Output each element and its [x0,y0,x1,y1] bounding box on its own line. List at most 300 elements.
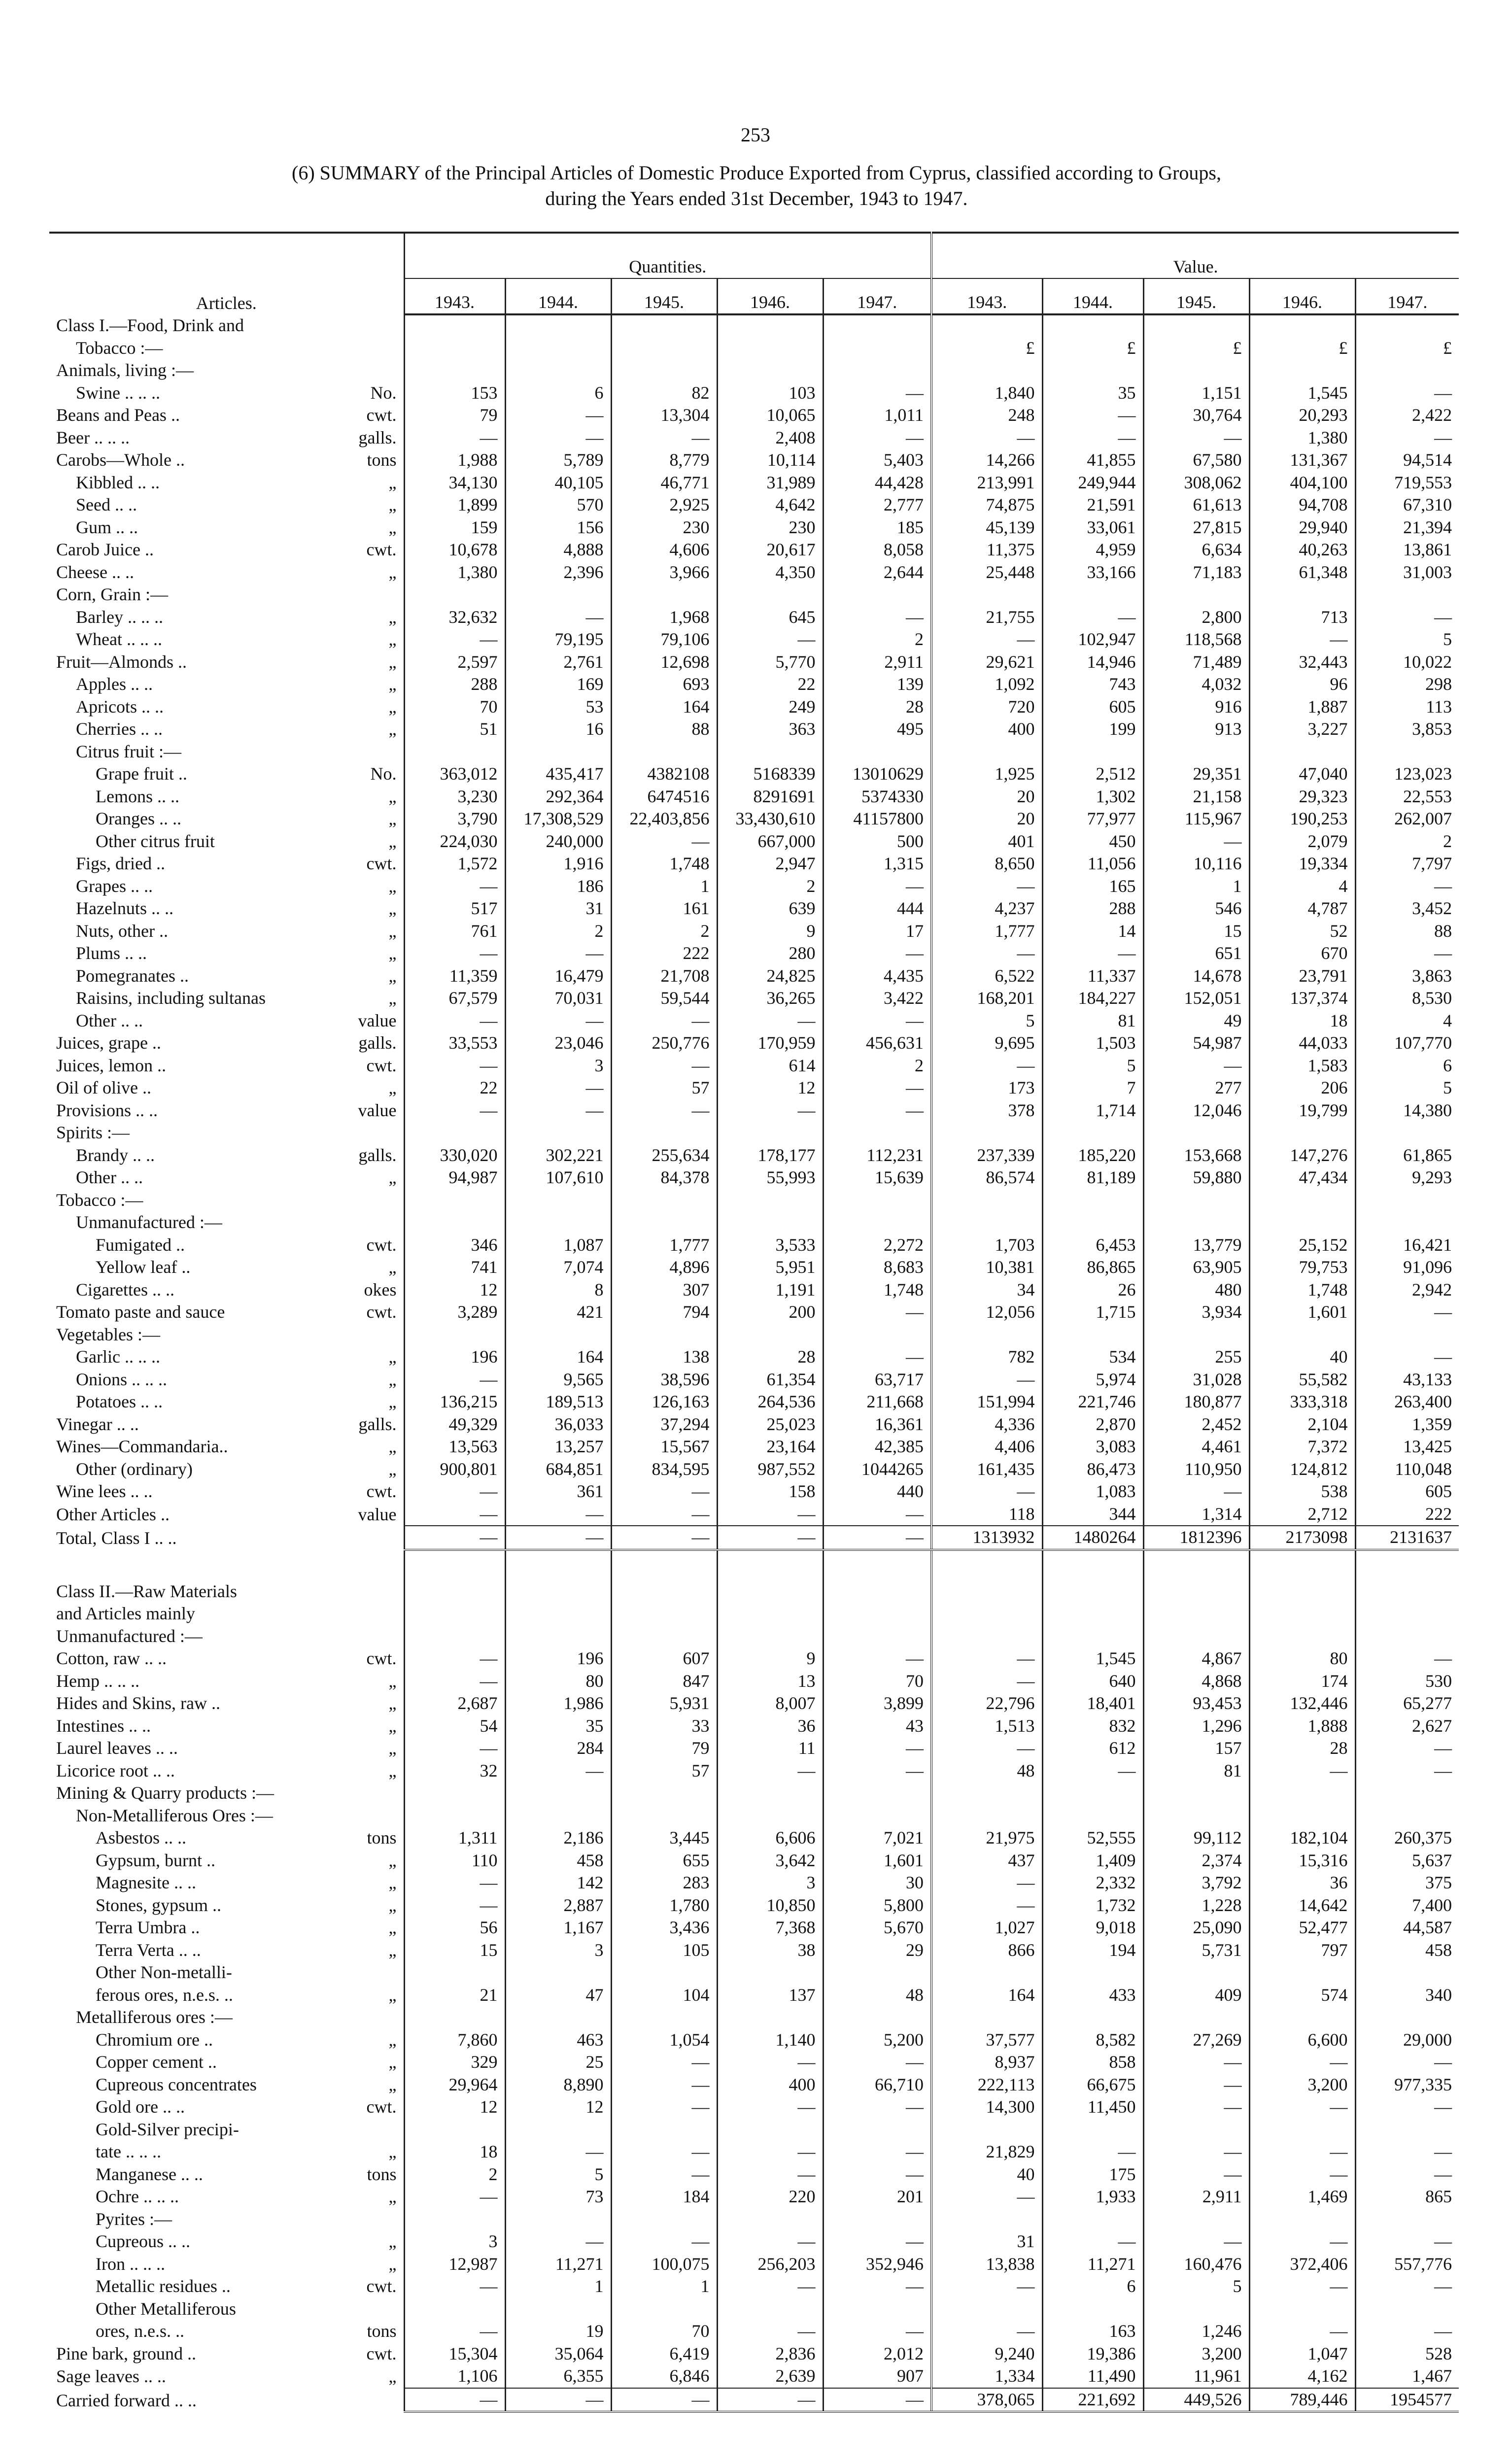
unit-label: „ [388,2074,397,2094]
value-cell: 3,083 [1042,1436,1143,1458]
unit-label: „ [388,719,397,739]
value-cell: 1,296 [1143,1715,1249,1738]
quantity-cell: 1,315 [823,853,931,875]
quantity-cell: 38 [717,1939,823,1962]
quantity-cell: 1044265 [823,1458,931,1481]
quantity-cell: 36,265 [717,987,823,1010]
value-cell: 375 [1355,1872,1459,1894]
quantity-cell: 1,748 [823,1279,931,1301]
value-cell: 277 [1143,1077,1249,1099]
value-cell: 7,797 [1355,853,1459,875]
quantity-cell: 5,800 [823,1894,931,1917]
quantity-cell [611,1961,717,1984]
value-cell: — [931,1670,1042,1693]
unit-label: cwt. [366,854,397,873]
value-cell [1355,1782,1459,1805]
table-row [49,1234,1459,1257]
value-cell: 15 [1143,920,1249,943]
quantity-cell [505,359,611,382]
article-cell [49,2298,404,2321]
value-cell: 18,401 [1042,1692,1143,1715]
quantity-cell: — [717,1503,823,1526]
quantity-cell: — [611,1503,717,1526]
value-cell: 1,083 [1042,1480,1143,1503]
value-cell [931,359,1042,382]
value-cell: 913 [1143,718,1249,741]
quantity-cell [611,583,717,606]
unit-label: „ [388,1392,397,1411]
quantity-cell: 2,761 [505,651,611,674]
quantity-cell: 5,403 [823,449,931,472]
quantity-cell: 136,215 [404,1391,505,1413]
quantity-cell: — [823,2141,931,2163]
quantity-cell: 8,058 [823,539,931,561]
value-cell: 528 [1355,2343,1459,2365]
quantity-cell: 2,911 [823,651,931,674]
quantity-cell: 105 [611,1939,717,1962]
table-row [49,965,1459,988]
article-label: Raisins, including sultanas [76,988,266,1008]
value-cell: 221,746 [1042,1391,1143,1413]
value-cell: 44,033 [1249,1032,1355,1055]
quantity-cell: 2,836 [717,2343,823,2365]
table-row [49,2074,1459,2096]
unit-label: „ [388,1437,397,1456]
unit-label: „ [388,472,397,492]
table-row [49,897,1459,920]
quantity-cell: — [404,628,505,651]
class-1-total [49,1526,1459,1580]
value-cell [1249,2208,1355,2231]
table-row [49,561,1459,584]
value-cell: 52,477 [1249,1916,1355,1939]
table-row [49,2051,1459,2074]
quantity-cell: 201 [823,2186,931,2208]
article-cell [49,2006,404,2029]
article-cell [49,1436,404,1458]
value-cell [1355,1625,1459,1648]
value-cell: 199 [1042,718,1143,741]
value-cell: — [1355,606,1459,629]
value-cell: 163 [1042,2320,1143,2343]
value-cell [1355,1122,1459,1144]
article-cell [49,1670,404,1693]
total-quantity: — [404,1526,505,1550]
unit-label: „ [388,2366,397,2386]
article-cell [49,1692,404,1715]
value-cell [1143,1625,1249,1648]
value-cell: 2,422 [1355,404,1459,427]
quantity-cell: 11 [717,1737,823,1760]
quantity-cell [823,1580,931,1603]
quantity-cell: 2 [611,920,717,943]
quantity-cell [404,1603,505,1625]
quantity-cell: 307 [611,1279,717,1301]
quantity-cell: 8,683 [823,1256,931,1279]
quantity-cell: 302,221 [505,1144,611,1167]
value-cell [931,2298,1042,2321]
quantity-cell: 139 [823,673,931,696]
value-cell: — [931,1737,1042,1760]
value-cell: 1,228 [1143,1894,1249,1917]
value-cell: 147,276 [1249,1144,1355,1167]
value-cell: 4,787 [1249,897,1355,920]
value-cell: 184,227 [1042,987,1143,1010]
value-cell [1143,1580,1249,1603]
unit-label: „ [388,1459,397,1479]
quantity-cell: 41157800 [823,808,931,830]
value-cell: 123,023 [1355,763,1459,786]
value-cell: 866 [931,1939,1042,1962]
value-cell: 11,375 [931,539,1042,561]
quantity-cell: — [823,1760,931,1782]
article-label: Figs, dried .. [76,854,166,873]
value-cell: 6 [1355,1055,1459,1077]
quantity-cell: 614 [717,1055,823,1077]
value-cell [931,1324,1042,1346]
article-cell [49,314,404,337]
value-cell [1355,1580,1459,1603]
value-cell: — [1249,2230,1355,2253]
value-cell: 182,104 [1249,1827,1355,1849]
value-cell: 22,796 [931,1692,1042,1715]
quantity-cell: 3 [404,2230,505,2253]
table-row [49,359,1459,382]
article-label: Other .. .. [76,1167,143,1187]
quantity-cell: 4382108 [611,763,717,786]
quantity-cell [823,314,931,337]
table-row [49,1055,1459,1077]
value-cell [1355,2119,1459,2141]
value-cell: 916 [1143,696,1249,719]
value-cell: 115,967 [1143,808,1249,830]
quantity-cell: 79 [611,1737,717,1760]
article-label: Fumigated .. [96,1234,185,1255]
quantity-cell: 196 [404,1346,505,1369]
value-cell [931,1211,1042,1234]
quantity-cell: 107,610 [505,1166,611,1189]
value-cell: 88 [1355,920,1459,943]
value-cell: 20 [931,808,1042,830]
article-cell [49,404,404,427]
table-row [49,314,1459,337]
value-cell: 74,875 [931,494,1042,516]
value-cell: — [1355,1647,1459,1670]
value-cell: 11,961 [1143,2365,1249,2388]
quantity-cell: — [823,1077,931,1099]
value-cell: 719,553 [1355,472,1459,494]
quantity-cell: 31 [505,897,611,920]
value-cell: 23,791 [1249,965,1355,988]
article-label: Brandy .. .. [76,1145,155,1165]
value-cell [1249,359,1355,382]
article-label: Asbestos .. .. [96,1828,187,1848]
quantity-cell: 2,687 [404,1692,505,1715]
quantity-cell: 8,779 [611,449,717,472]
value-cell: 3,934 [1143,1301,1249,1324]
table-row [49,2119,1459,2141]
value-cell: 248 [931,404,1042,427]
quantity-cell: 292,364 [505,786,611,808]
value-cell: 61,613 [1143,494,1249,516]
quantity-cell: 834,595 [611,1458,717,1481]
table-row [49,516,1459,539]
article-label: Onions .. .. .. [76,1369,168,1389]
value-cell: 6,453 [1042,1234,1143,1257]
unit-label: cwt. [366,2343,397,2363]
article-label: Ochre .. .. .. [96,2187,179,2206]
article-label: Grapes .. .. [76,876,153,896]
quantity-cell: 12,698 [611,651,717,674]
value-cell: 2,800 [1143,606,1249,629]
unit-label: „ [388,2231,397,2251]
value-cell: £ [1249,337,1355,360]
value-cell: 401 [931,830,1042,853]
article-label: Gold ore .. .. [96,2097,185,2117]
value-cell: — [931,2186,1042,2208]
table-row [49,539,1459,561]
value-cell: 26 [1042,1279,1143,1301]
article-label: tate .. .. .. [96,2142,161,2161]
quantity-cell: 987,552 [717,1458,823,1481]
title-line-2: during the Years ended 31st December, 1943 to 1947. [545,187,968,209]
article-label: Metallic residues .. [96,2276,231,2296]
value-cell: 161,435 [931,1458,1042,1481]
value-cell: 61,348 [1249,561,1355,584]
table-row [49,763,1459,786]
value-cell: 190,253 [1249,808,1355,830]
article-cell [49,1166,404,1189]
article-cell [49,2230,404,2253]
value-cell: 1,467 [1355,2365,1459,2388]
article-label: Hides and Skins, raw .. [56,1693,220,1713]
value-cell: 44,587 [1355,1916,1459,1939]
article-cell [49,763,404,786]
quantity-cell: 142 [505,1872,611,1894]
value-cell: 9,293 [1355,1166,1459,1189]
value-cell: 41,855 [1042,449,1143,472]
unit-label: galls. [358,1033,397,1053]
value-cell: 858 [1042,2051,1143,2074]
table-row [49,628,1459,651]
quantity-cell: 1,968 [611,606,717,629]
quantity-cell [505,337,611,360]
quantity-cell: 1,167 [505,1916,611,1939]
quantity-cell [823,741,931,763]
article-label: Lemons .. .. [96,786,179,806]
value-cell: 160,476 [1143,2253,1249,2276]
value-cell: 19,799 [1249,1099,1355,1122]
value-cell: 1,925 [931,763,1042,786]
value-cell: 372,406 [1249,2253,1355,2276]
quantity-cell: 13010629 [823,763,931,786]
value-cell: 3,863 [1355,965,1459,988]
quantity-cell: 138 [611,1346,717,1369]
unit-label: tons [367,2321,397,2341]
table-row [49,1324,1459,1346]
value-cell: 340 [1355,1984,1459,2007]
table-row [49,1827,1459,1849]
value-cell: 1,359 [1355,1413,1459,1436]
quantity-cell: 6,606 [717,1827,823,1849]
quantity-cell: — [717,2275,823,2298]
quantity-cell: 1 [611,2275,717,2298]
value-cell: 67,580 [1143,449,1249,472]
quantity-cell: — [404,1480,505,1503]
quantity-cell: 56 [404,1916,505,1939]
article-label: Class II.—Raw Materials [56,1581,237,1601]
quantity-cell: 2,012 [823,2343,931,2365]
quantity-cell: 4,606 [611,539,717,561]
article-cell [49,516,404,539]
quantity-cell: 156 [505,516,611,539]
article-label: Animals, living :— [56,360,194,380]
value-cell: 11,056 [1042,853,1143,875]
quantity-cell: — [717,2230,823,2253]
article-cell [49,606,404,629]
value-cell: 1,380 [1249,427,1355,449]
quantity-cell: 4,350 [717,561,823,584]
quantity-cell [823,2119,931,2141]
carried-quantity: — [823,2388,931,2412]
quantity-cell [505,1580,611,1603]
value-cell: — [1355,1301,1459,1324]
quantity-cell: 79 [404,404,505,427]
article-label: Vinegar .. .. [56,1414,139,1434]
quantity-cell: — [611,2051,717,2074]
value-cell: 13,779 [1143,1234,1249,1257]
value-cell: — [1143,1480,1249,1503]
quantity-cell: 224,030 [404,830,505,853]
value-cell: 8,530 [1355,987,1459,1010]
value-cell [1143,1211,1249,1234]
value-cell: 21,158 [1143,786,1249,808]
value-cell [1249,1625,1355,1648]
article-label: Unmanufactured :— [56,1626,203,1646]
table-row [49,337,1459,360]
value-cell: 29,621 [931,651,1042,674]
value-cell: £ [1042,337,1143,360]
value-cell: 65,277 [1355,1692,1459,1715]
article-cell [49,2096,404,2119]
value-cell: 720 [931,696,1042,719]
quantity-cell: — [823,2096,931,2119]
quantity-cell: 2 [823,1055,931,1077]
quantity-cell: 5168339 [717,763,823,786]
table-row [49,1849,1459,1872]
quantity-cell [611,337,717,360]
article-label: Sage leaves .. .. [56,2366,166,2386]
quantity-cell [611,741,717,763]
table-title [54,160,1459,211]
quantity-cell [823,1805,931,1827]
value-cell [1143,359,1249,382]
quantity-cell: 1 [505,2275,611,2298]
quantity-cell [505,2006,611,2029]
quantity-cell: 55,993 [717,1166,823,1189]
value-cell: 137,374 [1249,987,1355,1010]
quantity-cell: 3,642 [717,1849,823,1872]
table-row [49,2343,1459,2365]
total-value: 1812396 [1143,1526,1249,1550]
value-cell [931,314,1042,337]
value-cell: 1,469 [1249,2186,1355,2208]
article-label: Cherries .. .. [76,719,163,739]
quantity-cell: 2,947 [717,853,823,875]
table-row [49,2253,1459,2276]
article-cell [49,2320,404,2343]
value-cell: — [931,942,1042,965]
article-label: Corn, Grain :— [56,584,168,604]
unit-label: „ [388,2187,397,2206]
unit-label: „ [388,1257,397,1277]
quantity-cell: 329 [404,2051,505,2074]
value-cell [931,1782,1042,1805]
table-row [49,1189,1459,1212]
quantity-cell [404,1324,505,1346]
quantity-cell: 170,959 [717,1032,823,1055]
value-cell: 2,512 [1042,763,1143,786]
quantity-cell [404,1580,505,1603]
total-quantity: — [611,1526,717,1550]
total-quantity: — [717,1526,823,1550]
unit-label: cwt. [366,1302,397,1322]
quantity-cell: 164 [611,696,717,719]
value-cell: 557,776 [1355,2253,1459,2276]
value-cell [1042,1580,1143,1603]
quantity-cell [404,359,505,382]
quantity-cell [611,1782,717,1805]
value-cell: 4,959 [1042,539,1143,561]
quantity-cell: 153 [404,382,505,405]
quantity-cell: 12 [404,2096,505,2119]
article-cell [49,1480,404,1503]
value-cell: 14,678 [1143,965,1249,988]
quantity-cell [505,741,611,763]
article-label: Pine bark, ground .. [56,2343,196,2363]
quantity-cell: 100,075 [611,2253,717,2276]
article-label: Tomato paste and sauce [56,1302,225,1322]
article-cell [49,1324,404,1346]
value-cell: £ [1143,337,1249,360]
value-cell: — [1042,606,1143,629]
article-cell [49,628,404,651]
value-cell: 52,555 [1042,1827,1143,1849]
quantity-cell: 3 [505,1939,611,1962]
value-cell: 2,627 [1355,1715,1459,1738]
quantity-cell [717,2208,823,2231]
value-cell [1249,1782,1355,1805]
quantity-cell: — [611,2163,717,2186]
quantity-cell: 17,308,529 [505,808,611,830]
value-cell: 77,977 [1042,808,1143,830]
year-header: 1947. [1355,278,1459,314]
quantity-cell: 66,710 [823,2074,931,2096]
quantity-cell: 36 [717,1715,823,1738]
value-cell: — [1249,628,1355,651]
value-cell: 13,425 [1355,1436,1459,1458]
value-cell: — [1355,2163,1459,2186]
articles-header: Articles. [49,233,404,314]
quantity-cell: — [404,1010,505,1032]
value-cell: 29,323 [1249,786,1355,808]
value-cell [1143,1324,1249,1346]
value-cell [1249,741,1355,763]
quantity-cell [717,1580,823,1603]
table-row [49,1961,1459,1984]
value-cell: 32,443 [1249,651,1355,674]
quantity-cell: 570 [505,494,611,516]
